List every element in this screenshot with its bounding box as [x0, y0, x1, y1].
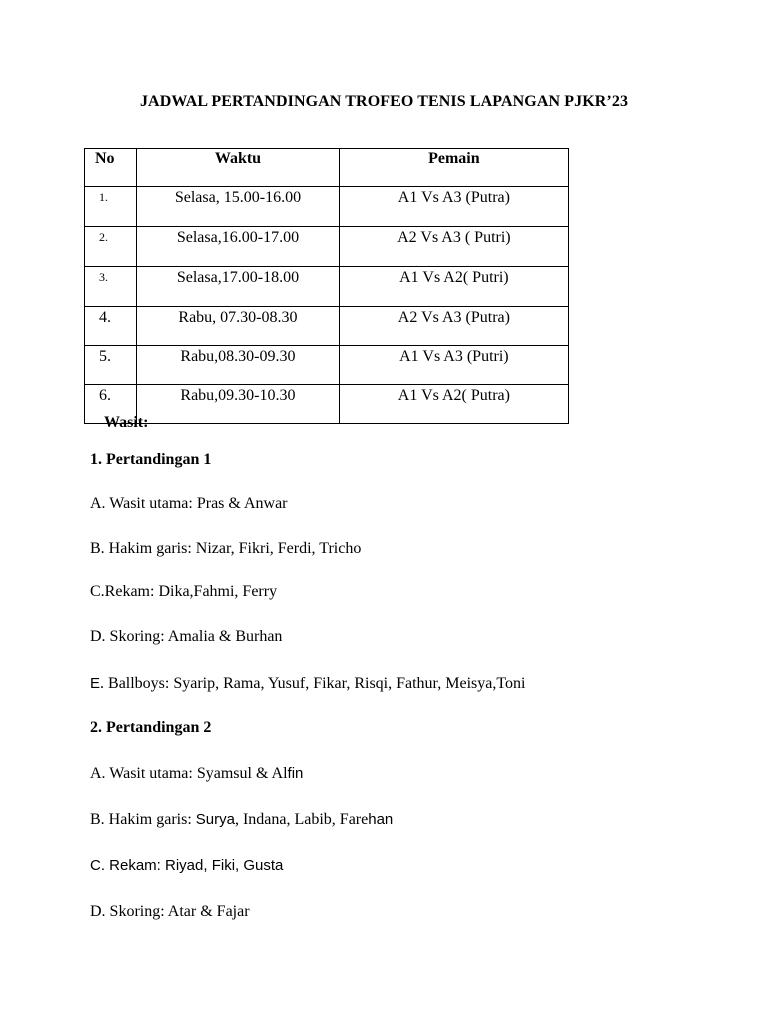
- match1-hakim-garis: B. Hakim garis: Nizar, Fikri, Ferdi, Tricho: [90, 540, 362, 557]
- cell-no: 4.: [85, 307, 137, 346]
- match2-skoring: D. Skoring: Atar & Fajar: [90, 903, 250, 920]
- match1-skoring: D. Skoring: Amalia & Burhan: [90, 628, 283, 645]
- cell-pemain: A1 Vs A3 (Putra): [339, 187, 568, 227]
- cell-pemain: A1 Vs A2( Putri): [339, 267, 568, 307]
- match2-wasit-utama: [90, 765, 303, 783]
- page-title: JADWAL PERTANDINGAN TROFEO TENIS LAPANGAN PJKR’23: [139, 93, 629, 110]
- match1-wasit-utama: A. Wasit utama: Pras & Anwar: [90, 495, 288, 512]
- ballboys-prefix: E: [90, 675, 101, 692]
- table-row: [85, 346, 569, 385]
- match2-rekam: C. Rekam: Riyad, Fiki, Gusta: [90, 857, 284, 874]
- wasit-utama-tail: fin: [287, 765, 304, 782]
- table-row: [85, 227, 569, 267]
- cell-no: 1.: [85, 187, 137, 227]
- hakim-garis-tail: han: [368, 811, 394, 828]
- cell-no: 5.: [85, 346, 137, 385]
- table-row: [85, 307, 569, 346]
- header-no: No: [85, 149, 137, 187]
- header-pemain: Pemain: [339, 149, 568, 187]
- cell-pemain: A2 Vs A3 (Putra): [339, 307, 568, 346]
- cell-no: 6.: [85, 385, 137, 424]
- cell-no: 3.: [85, 267, 137, 307]
- cell-waktu: Rabu, 07.30-08.30: [137, 307, 340, 346]
- cell-no: 2.: [85, 227, 137, 267]
- hakim-garis-surya: Surya: [195, 811, 235, 828]
- wasit-utama-main: A. Wasit utama: Syamsul & Al: [90, 765, 288, 782]
- schedule-table: [84, 148, 569, 424]
- cell-waktu: Selasa,17.00-18.00: [137, 267, 340, 307]
- header-waktu: Waktu: [137, 149, 340, 187]
- match1-heading: 1. Pertandingan 1: [90, 451, 212, 468]
- cell-pemain: A2 Vs A3 ( Putri): [339, 227, 568, 267]
- cell-waktu: Selasa,16.00-17.00: [137, 227, 340, 267]
- match2-heading: 2. Pertandingan 2: [90, 719, 212, 736]
- cell-waktu: Selasa, 15.00-16.00: [137, 187, 340, 227]
- ballboys-text: . Ballboys: Syarip, Rama, Yusuf, Fikar, Risqi, Fathur, Meisya,Toni: [100, 675, 526, 692]
- table-row: [85, 267, 569, 307]
- table-row: [85, 385, 569, 424]
- match2-hakim-garis: [90, 811, 393, 829]
- cell-pemain: A1 Vs A2( Putra): [339, 385, 568, 424]
- table-header-row: [85, 149, 569, 187]
- table-row: [85, 187, 569, 227]
- match1-ballboys: [90, 675, 525, 693]
- cell-waktu: Rabu,09.30-10.30: [137, 385, 340, 424]
- hakim-garis-mid: , Indana, Labib, Fare: [234, 811, 369, 828]
- cell-waktu: Rabu,08.30-09.30: [137, 346, 340, 385]
- cell-pemain: A1 Vs A3 (Putri): [339, 346, 568, 385]
- hakim-garis-main: B. Hakim garis:: [90, 811, 196, 828]
- match1-rekam: C.Rekam: Dika,Fahmi, Ferry: [90, 583, 278, 600]
- wasit-heading: Wasit:: [104, 414, 149, 431]
